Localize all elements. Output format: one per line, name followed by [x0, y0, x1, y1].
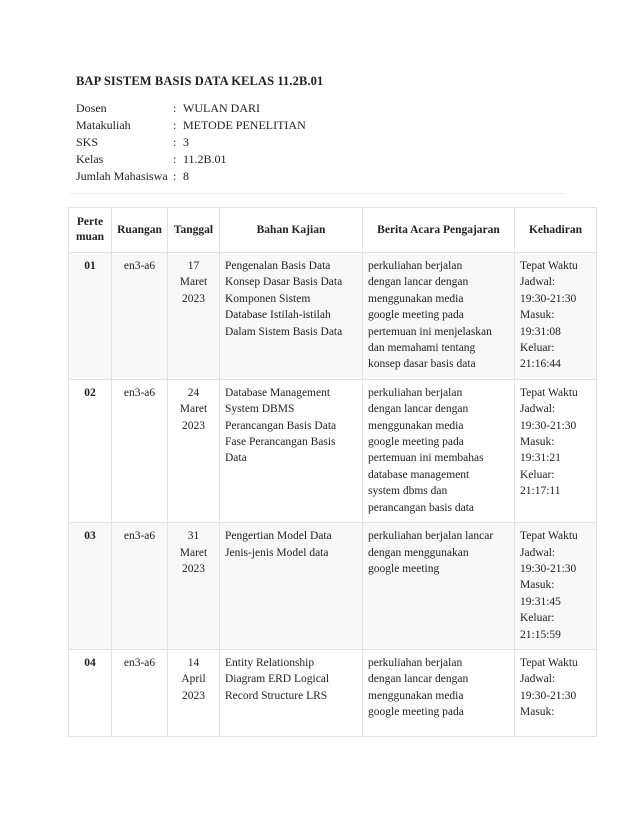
text-line: Dalam Sistem Basis Data: [225, 325, 343, 338]
info-value: METODE PENELITIAN: [183, 118, 306, 132]
text-line: Masuk:: [520, 579, 555, 592]
cell-kehadiran: [515, 649, 597, 736]
text-line: 19:30-21:30: [520, 689, 577, 702]
date-month: Maret: [179, 276, 208, 289]
text-line: Data: [225, 452, 247, 465]
text-line: Pengenalan Basis Data: [225, 260, 331, 272]
text-line: konsep dasar basis data: [368, 358, 476, 371]
text-line: Record Structure LRS: [225, 689, 328, 702]
cell-kehadiran: [515, 379, 597, 522]
text-line: Pengertian Model Data: [225, 530, 332, 543]
text-line: Jadwal:: [520, 546, 556, 559]
text-line: 19:30-21:30: [520, 562, 577, 575]
text-line: Konsep Dasar Basis Data: [225, 276, 343, 289]
text-line: dengan menggunakan: [368, 546, 469, 559]
cell-ruangan: en3-a6: [112, 253, 168, 380]
text-line: Keluar:: [520, 342, 555, 355]
text-line: dengan lancar dengan: [368, 403, 469, 416]
info-sep: :: [173, 118, 177, 132]
table-row: [69, 649, 597, 736]
cell-bahan-kajian: [220, 253, 363, 380]
cell-clip: [225, 655, 357, 730]
cell-pertemuan: 04: [69, 649, 112, 736]
header-ruangan: Ruangan: [112, 208, 168, 253]
text-line: pertemuan ini membahas: [368, 452, 484, 465]
text-line: perancangan basis data: [368, 501, 475, 514]
header-pertemuan-line1: Perte: [76, 216, 104, 228]
cell-clip: [173, 655, 214, 730]
info-key: SKS: [76, 135, 99, 149]
text-line: system dbms dan: [368, 485, 448, 498]
cell-ruangan: en3-a6: [112, 379, 168, 522]
text-line: 19:30-21:30: [520, 292, 577, 305]
date-year: 2023: [182, 562, 205, 575]
text-line: Komponen Sistem: [225, 292, 311, 305]
date-month: Maret: [179, 546, 208, 559]
text-line: System DBMS: [225, 403, 295, 416]
text-line: Keluar:: [520, 468, 555, 481]
info-key: Kelas: [76, 152, 104, 166]
cell-tanggal: [168, 649, 220, 736]
date-day: 17: [187, 260, 200, 272]
cell-pertemuan: 01: [69, 253, 112, 380]
text-line: google meeting pada: [368, 309, 464, 322]
cell-ruangan: en3-a6: [112, 649, 168, 736]
text-line: perkuliahan berjalan: [368, 260, 463, 272]
text-line: perkuliahan berjalan lancar: [368, 530, 494, 543]
info-sep: :: [173, 135, 177, 149]
text-line: 19:31:08: [520, 325, 561, 338]
cell-clip: [520, 655, 591, 730]
text-line: 19:31:21: [520, 452, 561, 465]
table-row: [69, 379, 597, 522]
text-line: Keluar:: [520, 612, 555, 625]
info-sep: :: [173, 152, 177, 166]
text-line: google meeting pada: [368, 436, 464, 449]
date-year: 2023: [182, 419, 205, 432]
header-pertemuan: [69, 208, 112, 253]
cell-kehadiran: [515, 523, 597, 650]
header-tanggal: Tanggal: [168, 208, 220, 253]
cell-berita-acara: [363, 379, 515, 522]
text-line: dengan lancar dengan: [368, 276, 469, 289]
text-line: google meeting: [368, 562, 440, 575]
info-key: Matakuliah: [76, 118, 131, 132]
text-line: 21:16:44: [520, 358, 561, 371]
date-month: Maret: [179, 403, 208, 416]
text-line: Diagram ERD Logical: [225, 673, 330, 686]
text-line: Tepat Waktu: [520, 386, 578, 399]
text-line: Database Istilah-istilah: [225, 309, 331, 322]
text-line: 19:31:45: [520, 595, 561, 608]
date-day: 24: [187, 386, 200, 399]
text-line: Masuk:: [520, 309, 555, 322]
info-value: 11.2B.01: [183, 152, 227, 166]
table-header-row: [69, 208, 597, 253]
text-line: Masuk:: [520, 706, 555, 719]
info-value: 8: [183, 169, 189, 183]
text-line: Jadwal:: [520, 673, 556, 686]
text-line: menggunakan media: [368, 689, 464, 702]
cell-kehadiran: [515, 253, 597, 380]
date-year: 2023: [182, 689, 205, 702]
cell-clip: [368, 655, 509, 730]
text-line: perkuliahan berjalan: [368, 386, 463, 399]
document-title: BAP SISTEM BASIS DATA KELAS 11.2B.01: [76, 74, 324, 88]
text-line: menggunakan media: [368, 292, 464, 305]
header-bahan-kajian: Bahan Kajian: [220, 208, 363, 253]
text-line: 21:17:11: [520, 485, 561, 498]
date-day: 14: [187, 656, 200, 669]
cell-bahan-kajian: [220, 379, 363, 522]
header-berita-acara: Berita Acara Pengajaran: [363, 208, 515, 253]
text-line: Fase Perancangan Basis: [225, 436, 336, 449]
info-sep: :: [173, 169, 177, 183]
date-year: 2023: [182, 292, 205, 305]
cell-pertemuan: 02: [69, 379, 112, 522]
section-divider: [70, 193, 564, 194]
info-row-jumlah-mahasiswa: [76, 168, 306, 185]
text-line: Tepat Waktu: [520, 260, 578, 272]
info-row-matakuliah: [76, 117, 306, 134]
info-key: Jumlah Mahasiswa: [76, 169, 168, 183]
cell-bahan-kajian: [220, 649, 363, 736]
cell-tanggal: [168, 253, 220, 380]
header-kehadiran: Kehadiran: [515, 208, 597, 253]
header-pertemuan-line2: muan: [75, 231, 105, 243]
text-line: perkuliahan berjalan: [368, 656, 463, 669]
text-line: Jenis-jenis Model data: [225, 546, 329, 559]
text-line: pertemuan ini menjelaskan: [368, 325, 492, 338]
text-line: Jadwal:: [520, 276, 556, 289]
cell-bahan-kajian: [220, 523, 363, 650]
course-info: [76, 100, 306, 185]
text-line: database management: [368, 468, 470, 481]
table-row: [69, 523, 597, 650]
text-line: dengan lancar dengan: [368, 673, 469, 686]
text-line: Perancangan Basis Data: [225, 419, 337, 432]
text-line: google meeting pada: [368, 706, 464, 719]
info-key: Dosen: [76, 101, 107, 115]
text-line: dan memahami tentang: [368, 342, 476, 355]
date-day: 31: [187, 530, 200, 543]
text-line: menggunakan media: [368, 419, 464, 432]
cell-tanggal: [168, 379, 220, 522]
info-row-dosen: [76, 100, 306, 117]
text-line: Entity Relationship: [225, 656, 315, 669]
cell-berita-acara: [363, 649, 515, 736]
info-row-kelas: [76, 151, 306, 168]
text-line: 19:30-21:30: [520, 419, 577, 432]
text-line: Database Management: [225, 386, 331, 399]
cell-tanggal: [168, 523, 220, 650]
text-line: 21:15:59: [520, 628, 561, 641]
info-value: 3: [183, 135, 189, 149]
bap-table: [68, 207, 597, 737]
text-line: Jadwal:: [520, 403, 556, 416]
cell-ruangan: en3-a6: [112, 523, 168, 650]
text-line: Masuk:: [520, 436, 555, 449]
table-row: [69, 253, 597, 380]
cell-pertemuan: 03: [69, 523, 112, 650]
cell-berita-acara: [363, 253, 515, 380]
text-line: Tepat Waktu: [520, 530, 578, 543]
info-value: WULAN DARI: [183, 101, 260, 115]
cell-berita-acara: [363, 523, 515, 650]
info-row-sks: [76, 134, 306, 151]
info-sep: :: [173, 101, 177, 115]
date-month: April: [181, 673, 206, 686]
text-line: Tepat Waktu: [520, 656, 578, 669]
